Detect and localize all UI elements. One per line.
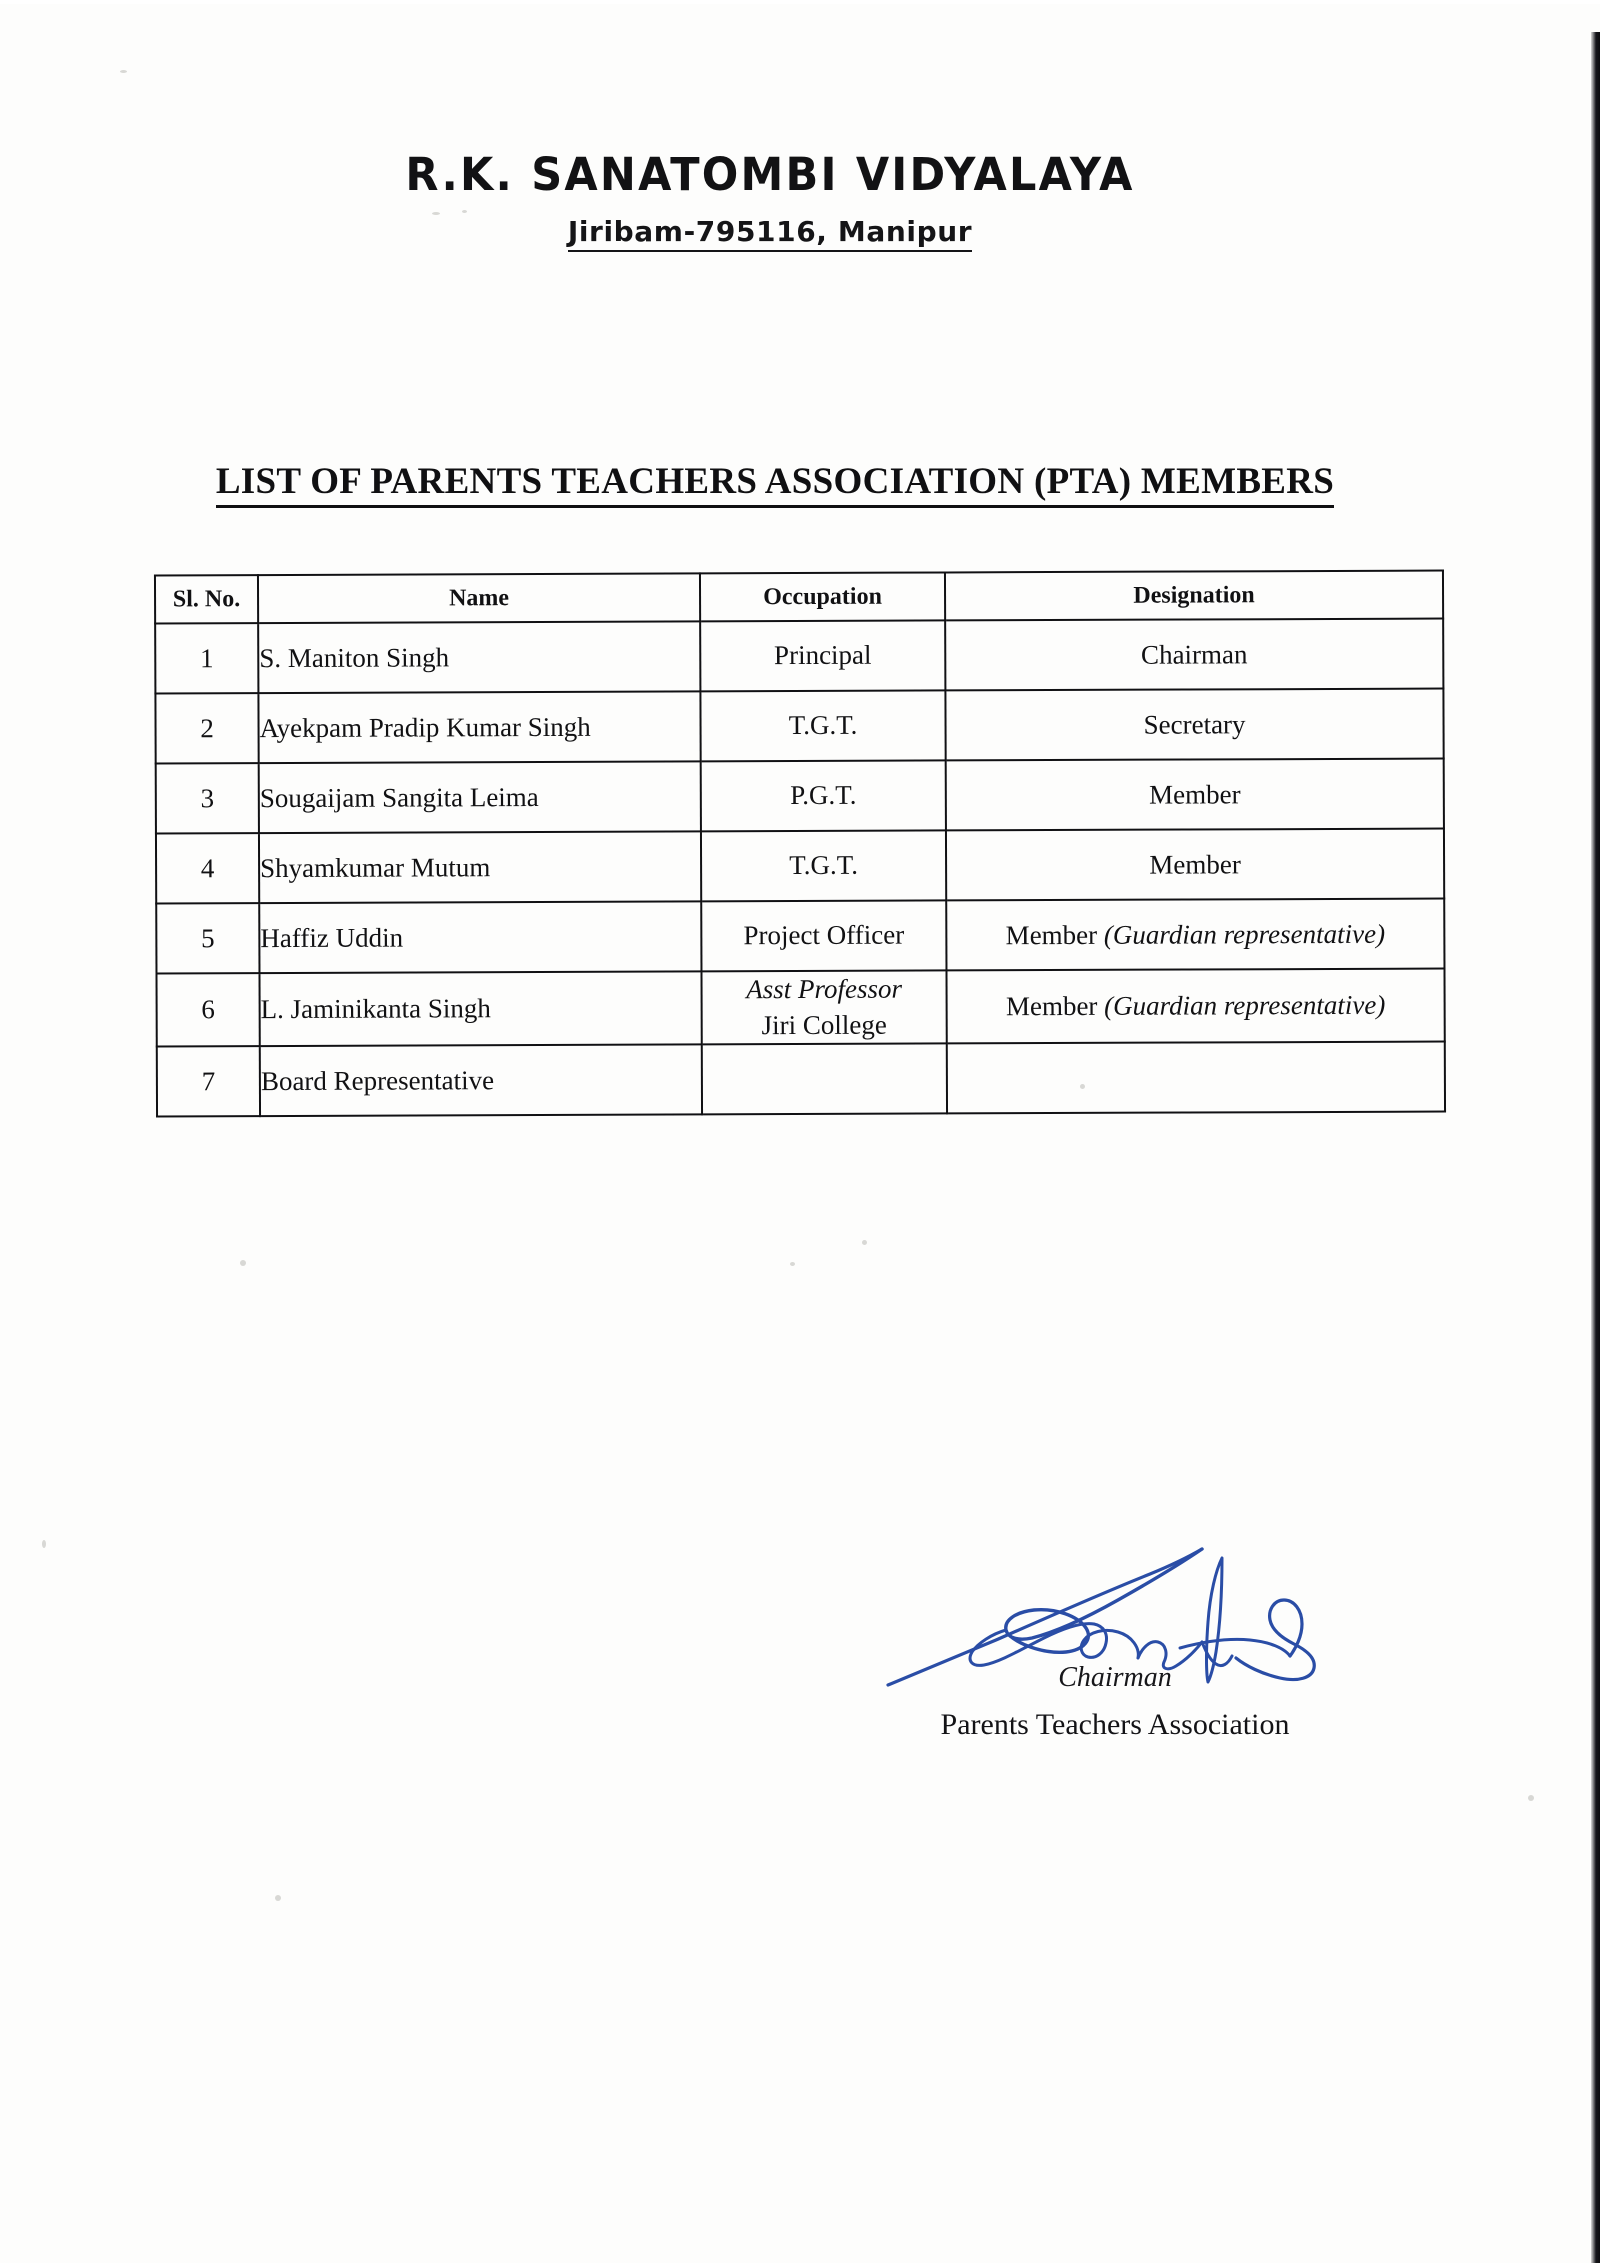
occupation-text: Principal — [773, 639, 872, 671]
occupation-text: P.G.T. — [790, 779, 857, 811]
cell-sl-no: 3 — [156, 763, 259, 833]
table-row — [156, 899, 1444, 974]
designation-note: (Guardian representative) — [1104, 989, 1386, 1021]
occupation-text: T.G.T. — [789, 849, 858, 881]
cell-sl-no: 2 — [155, 693, 258, 763]
cell-designation — [945, 619, 1443, 691]
occupation-text: Project Officer — [743, 919, 905, 951]
designation-text: Member — [1149, 848, 1241, 880]
school-address-text: Jiribam-795116, Manipur — [568, 215, 972, 252]
cell-name: Haffiz Uddin — [259, 901, 701, 973]
signature-title: Chairman — [1058, 1662, 1172, 1693]
table-row — [156, 829, 1444, 904]
cell-name: Ayekpam Pradip Kumar Singh — [258, 691, 700, 763]
occupation-text: Asst Professor — [746, 973, 902, 1005]
cell-sl-no: 6 — [156, 973, 259, 1047]
column-header-occupation: Occupation — [700, 572, 945, 621]
cell-occupation — [700, 620, 945, 691]
cell-sl-no: 1 — [155, 623, 258, 693]
table-row — [155, 619, 1443, 694]
cell-occupation — [700, 690, 945, 761]
table-row — [156, 759, 1444, 834]
designation-note: (Guardian representative) — [1103, 918, 1386, 950]
cell-name: Board Representative — [260, 1045, 702, 1117]
cell-name: L. Jaminikanta Singh — [259, 971, 701, 1046]
signature-organisation: Parents Teachers Association — [940, 1708, 1290, 1741]
table-row — [156, 969, 1444, 1047]
cell-occupation — [701, 830, 946, 901]
table-row — [155, 689, 1443, 764]
cell-sl-no: 5 — [156, 903, 259, 973]
cell-designation — [946, 969, 1444, 1044]
column-header-name: Name — [258, 573, 700, 623]
designation-text: Member — [1149, 778, 1241, 810]
scan-speck — [862, 1240, 867, 1245]
column-header-sl-no: Sl. No. — [155, 575, 258, 623]
cell-sl-no: 7 — [157, 1046, 260, 1116]
cell-occupation — [702, 1044, 947, 1115]
cell-designation — [945, 689, 1443, 761]
cell-occupation — [701, 970, 946, 1044]
occupation-text: T.G.T. — [788, 709, 858, 741]
cell-name: Sougaijam Sangita Leima — [259, 761, 701, 833]
table-header — [155, 571, 1443, 624]
cell-name: Shyamkumar Mutum — [259, 831, 701, 903]
scan-speck — [1528, 1795, 1534, 1801]
cell-designation — [946, 759, 1444, 831]
page-title — [0, 460, 1550, 503]
pta-members-table — [154, 570, 1446, 1118]
scan-artifact-right-edge — [1591, 32, 1600, 2263]
cell-designation — [947, 1042, 1445, 1114]
occupation-text-line2: Jiri College — [761, 1009, 887, 1040]
designation-text: Chairman — [1140, 638, 1248, 670]
column-header-designation: Designation — [945, 571, 1443, 621]
scan-speck — [790, 1262, 795, 1266]
designation-text: Member — [1005, 990, 1098, 1022]
scan-speck — [42, 1540, 46, 1548]
scan-speck — [240, 1260, 246, 1266]
school-address — [0, 215, 1540, 248]
scan-speck — [462, 210, 467, 213]
cell-occupation — [701, 760, 946, 831]
school-name: R.K. SANATOMBI VIDYALAYA — [405, 148, 1135, 202]
cell-occupation — [701, 900, 946, 971]
cell-name: S. Maniton Singh — [258, 621, 700, 693]
table-header-row — [155, 571, 1443, 624]
designation-text: Member — [1005, 919, 1098, 950]
cell-designation — [946, 829, 1444, 901]
designation-text: Secretary — [1143, 708, 1246, 740]
scan-speck — [120, 70, 127, 73]
cell-designation — [946, 899, 1444, 971]
table-row — [157, 1042, 1445, 1117]
table-body — [155, 619, 1445, 1117]
scan-speck — [275, 1895, 281, 1901]
scan-artifact-top — [0, 0, 1600, 4]
page-title-text: LIST OF PARENTS TEACHERS ASSOCIATION (PTA) MEMBERS — [216, 461, 1334, 508]
cell-sl-no: 4 — [156, 833, 259, 903]
